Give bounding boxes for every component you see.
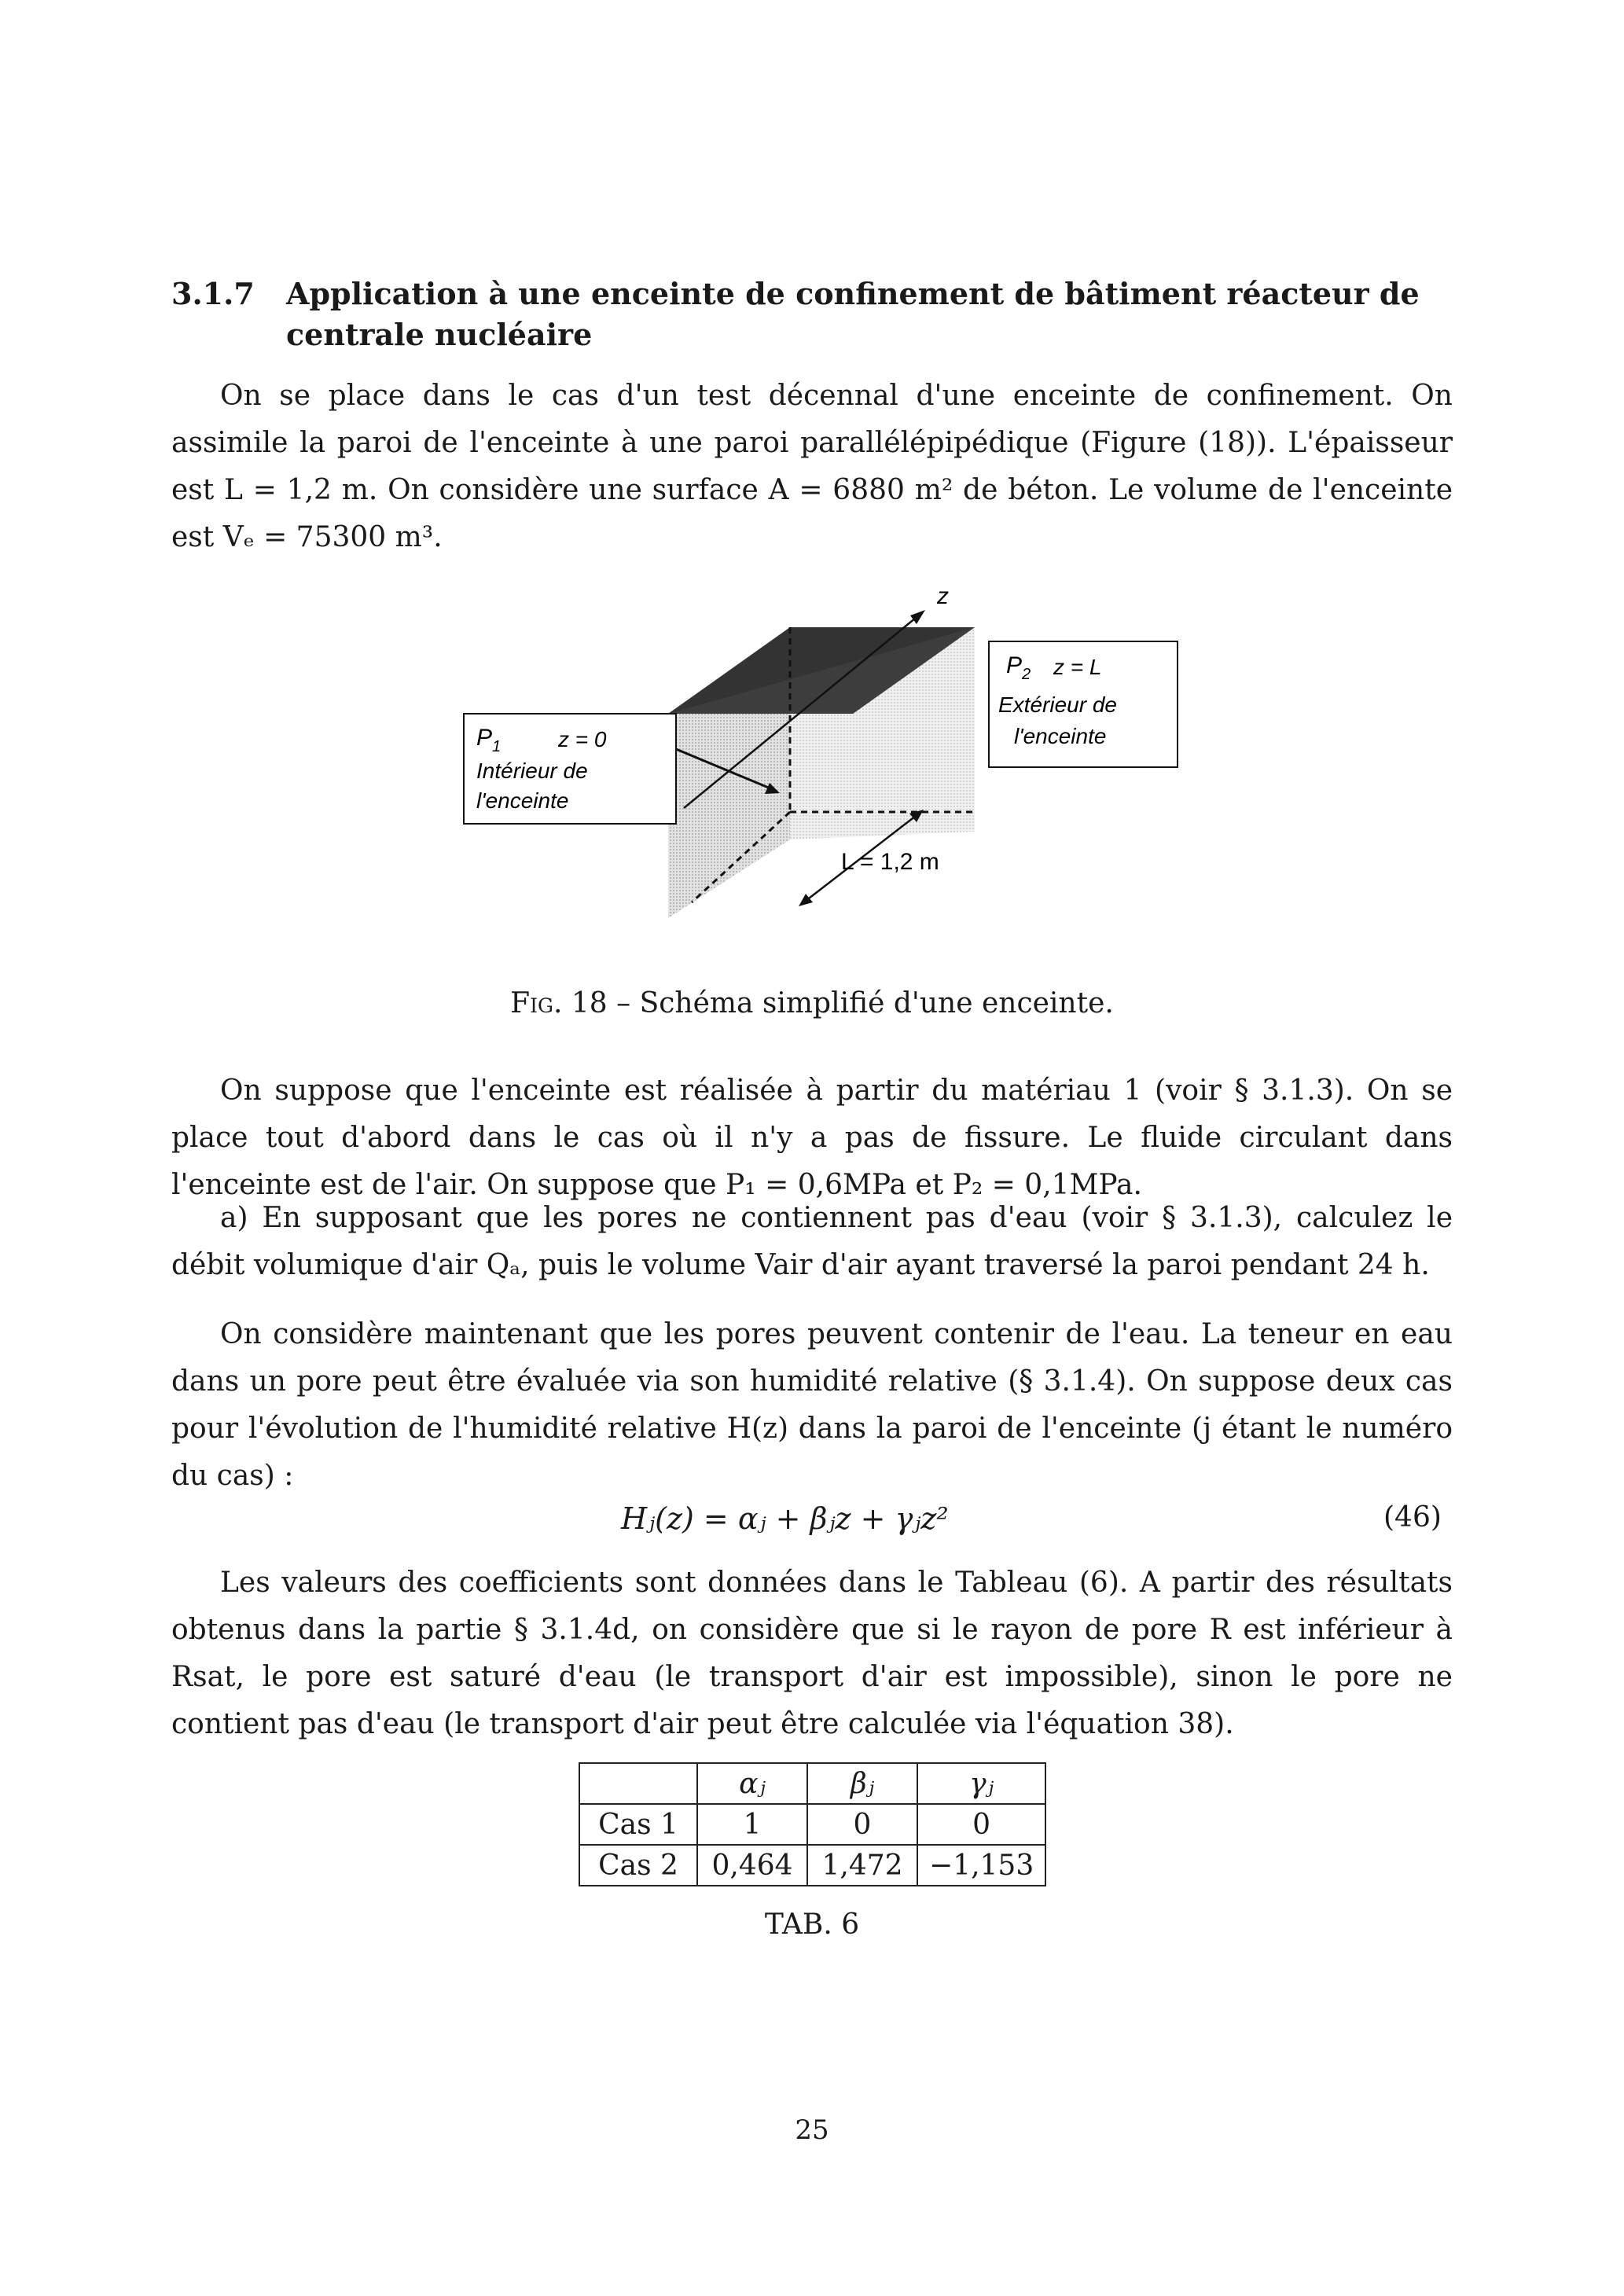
svg-text:l'enceinte: l'enceinte [476, 788, 569, 813]
table-header-row [579, 1763, 1045, 1804]
table-header-cell: αⱼ [697, 1763, 807, 1804]
page-number: 25 [795, 2114, 829, 2146]
svg-text:z = 0: z = 0 [558, 727, 607, 751]
table-cell: 1,472 [807, 1845, 917, 1886]
paragraph-material: On suppose que l'enceinte est réalisée à partir du matériau 1 (voir § 3.1.3). On se place tout d'abord dans le cas où il n'y a pas de fissure. Le fluide circulant dans l'enceinte est de l'air. On suppose que P₁ = 0,6MPa et P₂ = 0,1MPa. [171, 1075, 1453, 1201]
table-cell: 0 [807, 1804, 917, 1845]
section-heading [171, 274, 1460, 355]
z-axis-label: z [937, 583, 949, 609]
equation-46: Hⱼ(z) = αⱼ + βⱼz + γⱼz² [621, 1501, 949, 1536]
paragraph-humidity: On considère maintenant que les pores peuvent contenir de l'eau. La teneur en eau dans un pore peut être évaluée via son humidité relative (§ 3.1.4). On suppose deux cas pour l'évolution de l'humidité relative H(z) dans la paroi de l'enceinte (j étant le numéro du cas) : [171, 1318, 1453, 1492]
svg-text:Intérieur de: Intérieur de [476, 759, 588, 783]
table-row [579, 1804, 1045, 1845]
svg-text:z = L: z = L [1053, 655, 1102, 679]
table-cell: 1 [697, 1804, 807, 1845]
table-cell: 0,464 [697, 1845, 807, 1886]
svg-text:l'enceinte: l'enceinte [1014, 724, 1107, 748]
table-header-cell: βⱼ [807, 1763, 917, 1804]
question-a: a) En supposant que les pores ne contiennent pas d'eau (voir § 3.1.3), calculez le débit volumique d'air Qₐ, puis le volume Vair d'air ayant traversé la paroi pendant 24 h. [171, 1202, 1453, 1281]
table-label: TAB. 6 [764, 1908, 860, 1941]
section-title-line1: Application à une enceinte de confinement de bâtiment réacteur de [286, 276, 1420, 311]
equation-number: (46) [1383, 1501, 1442, 1534]
table-header-cell: γⱼ [917, 1763, 1045, 1804]
section-title-line2: centrale nucléaire [286, 317, 593, 352]
paragraph-coefficients: Les valeurs des coefficients sont données dans le Tableau (6). A partir des résultats obtenus dans la partie § 3.1.4d, on considère que si le rayon de pore R est inférieur à Rsat, le pore est saturé d'eau (le transport d'air est impossible), sinon le pore ne contient pas d'eau (le transport d'air peut être calculée via l'équation 38). [171, 1567, 1453, 1740]
section-number: 3.1.7 [171, 276, 255, 311]
paragraph-intro: On se place dans le cas d'un test décennal d'une enceinte de confinement. On assimile la paroi de l'enceinte à une paroi parallélépipédique (Figure (18)). L'épaisseur est L = 1,2 m. On considère une surface A = 6880 m² de béton. Le volume de l'enceinte est Vₑ = 75300 m³. [171, 380, 1453, 553]
svg-text:P1: $P_1$ [476, 725, 502, 755]
figure-caption: Fig. 18 – Schéma simplifié d'une enceinte. [510, 987, 1114, 1019]
table-cell: Cas 1 [579, 1804, 697, 1845]
table-cell: Cas 2 [579, 1845, 697, 1886]
table-row [579, 1845, 1045, 1886]
enclosure-diagram [456, 572, 1226, 934]
thickness-label: L = 1,2 m [841, 849, 939, 875]
svg-text:P2: $P_2$ [1006, 652, 1031, 683]
table-header-cell [579, 1763, 697, 1804]
svg-text:Extérieur de: Extérieur de [998, 692, 1117, 717]
table-cell: 0 [917, 1804, 1045, 1845]
table-cell: −1,153 [917, 1845, 1045, 1886]
coefficient-table [579, 1762, 1046, 1886]
